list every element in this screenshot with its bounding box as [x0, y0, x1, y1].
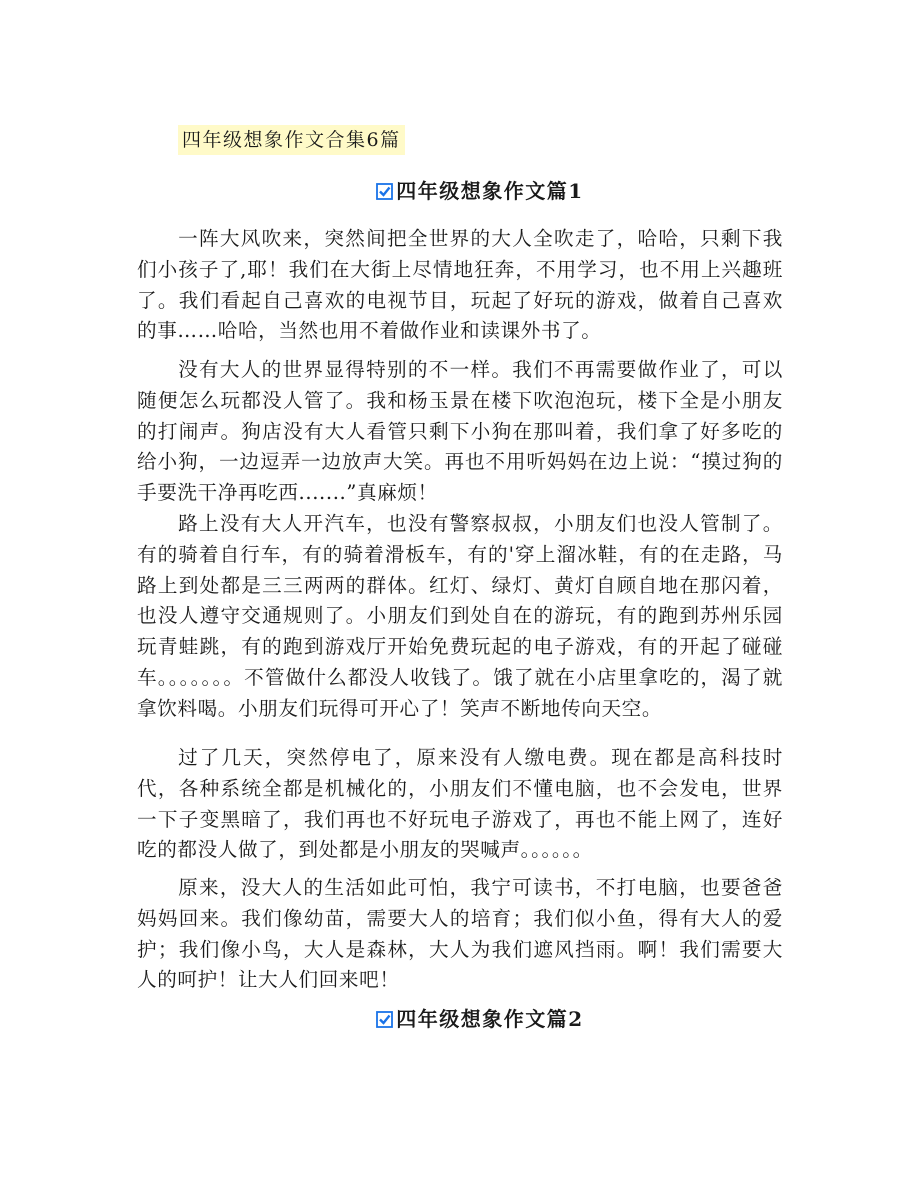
paragraph: 路上没有大人开汽车，也没有警察叔叔，小朋友们也没人管制了。有的骑着自行车，有的骑着滑板车，有的'穿上溜冰鞋，有的在走路，马路上到处都是三三两两的群体。红灯、绿灯、黄灯自顾自地在那闪着，也没人遵守交通规则了。小朋友们到处自在的游玩，有的跑到苏州乐园玩青蛙跳，有的跑到游戏厅开始免费玩起的电子游戏，有的开起了碰碰车。。。。。。。不管做什么都没人收钱了。饿了就在小店里拿吃的，渴了就拿饮料喝。小朋友们玩得可开心了！笑声不断地传向天空。	[137, 512, 783, 720]
section-heading-text: 四年级想象作文篇1	[396, 179, 584, 203]
section-heading-2	[0, 1004, 920, 1034]
paragraph: 一阵大风吹来，突然间把全世界的大人全吹走了，哈哈，只剩下我们小孩子了,耶！我们在大街上尽情地狂奔，不用学习，也不用上兴趣班了。我们看起自己喜欢的电视节目，玩起了好玩的游戏，做着自己喜欢的事……哈哈，当然也用不着做作业和读课外书了。	[137, 227, 783, 343]
section-heading-1	[0, 176, 920, 206]
paragraph: 原来，没大人的生活如此可怕，我宁可读书，不打电脑，也要爸爸妈妈回来。我们像幼苗，需要大人的培育；我们似小鱼，得有大人的爱护；我们像小鸟，大人是森林，大人为我们遮风挡雨。啊！我们需要大人的呵护！让大人们回来吧！	[137, 876, 783, 992]
checkbox-checked-icon	[376, 1011, 393, 1028]
checkbox-checked-icon	[376, 183, 393, 200]
section-heading-text: 四年级想象作文篇2	[396, 1007, 584, 1031]
paragraph: 没有大人的世界显得特别的不一样。我们不再需要做作业了，可以随便怎么玩都没人管了。我和杨玉景在楼下吹泡泡玩，楼下全是小朋友的打闹声。狗店没有大人看管只剩下小狗在那叫着，我们拿了好多吃的给小狗，一边逗弄一边放声大笑。再也不用听妈妈在边上说：“摸过狗的手要洗干净再吃西.......”真麻烦！	[137, 358, 783, 505]
document-title: 四年级想象作文合集6篇	[178, 125, 405, 155]
paragraph: 过了几天，突然停电了，原来没有人缴电费。现在都是高科技时代，各种系统全都是机械化的，小朋友们不懂电脑，也不会发电，世界一下子变黑暗了，我们再也不好玩电子游戏了，再也不能上网了，连好吃的都没人做了，到处都是小朋友的哭喊声。。。。。。	[137, 746, 783, 862]
